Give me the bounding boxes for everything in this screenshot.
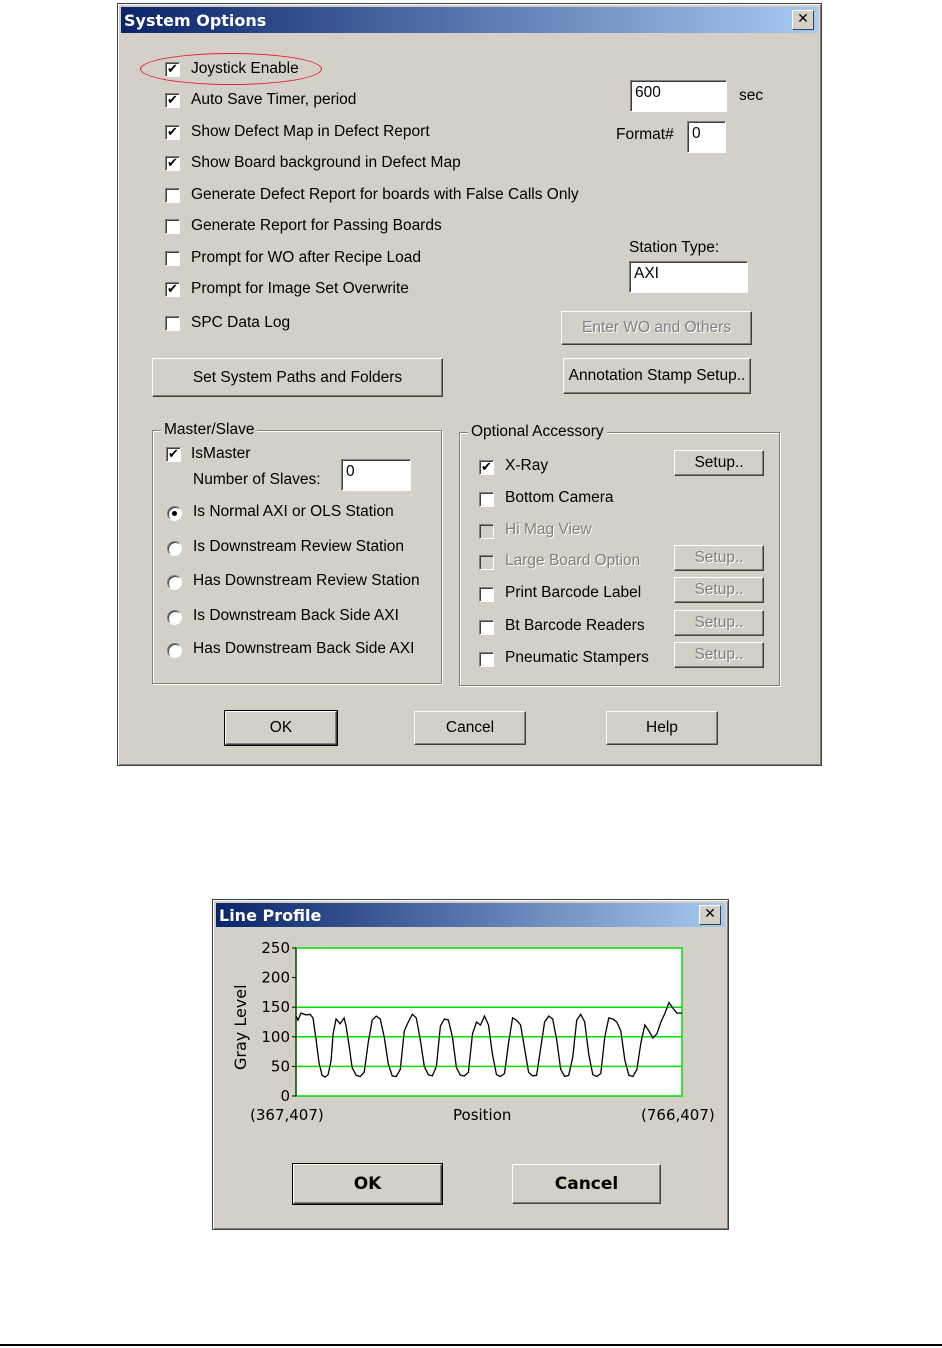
option-checkbox[interactable] xyxy=(165,251,180,266)
plot-area xyxy=(296,948,682,1096)
line-profile-title: Line Profile xyxy=(219,906,322,925)
y-tick-label: 200 xyxy=(261,968,290,987)
option-label: Prompt for Image Set Overwrite xyxy=(191,280,409,297)
y-tick-label: 150 xyxy=(261,998,290,1017)
format-label: Format# xyxy=(616,126,674,143)
y-tick-label: 0 xyxy=(280,1087,290,1105)
highlight-ellipse xyxy=(140,53,322,85)
accessory-setup-button[interactable]: Setup.. xyxy=(674,642,764,668)
num-slaves-input[interactable]: 0 xyxy=(341,459,411,491)
enter-wo-button[interactable]: Enter WO and Others xyxy=(561,311,752,345)
station-mode-label: Is Downstream Review Station xyxy=(193,538,405,555)
option-label: Prompt for WO after Recipe Load xyxy=(191,249,422,266)
option-label: Joystick Enable xyxy=(191,60,299,77)
line-profile-cancel-button[interactable]: Cancel xyxy=(512,1164,661,1204)
format-input[interactable]: 0 xyxy=(687,121,726,153)
option-checkbox[interactable]: ✔ xyxy=(165,156,180,171)
station-mode-label: Is Normal AXI or OLS Station xyxy=(193,503,394,520)
accessory-setup-button[interactable]: Setup.. xyxy=(674,577,764,603)
accessory-checkbox[interactable] xyxy=(479,492,494,507)
accessory-label: X-Ray xyxy=(505,457,549,474)
line-profile-dialog xyxy=(212,899,729,1230)
y-tick-label: 100 xyxy=(261,1027,290,1046)
station-type-label: Station Type: xyxy=(629,239,720,256)
option-label: Show Board background in Defect Map xyxy=(191,154,461,171)
line-profile-close-icon[interactable]: ✕ xyxy=(699,905,721,925)
station-mode-label: Has Downstream Review Station xyxy=(193,572,420,589)
line-profile-title-bar[interactable] xyxy=(216,903,725,927)
station-mode-radio[interactable] xyxy=(167,643,182,658)
accessory-label: Pneumatic Stampers xyxy=(505,649,649,666)
set-system-paths-button[interactable]: Set System Paths and Folders xyxy=(152,358,443,397)
option-checkbox[interactable]: ✔ xyxy=(165,125,180,140)
option-checkbox[interactable]: ✔ xyxy=(165,282,180,297)
master-slave-group xyxy=(152,421,442,684)
title-bar[interactable] xyxy=(121,7,818,33)
accessory-checkbox[interactable] xyxy=(479,587,494,602)
accessory-label: Large Board Option xyxy=(505,552,641,569)
station-type-input[interactable]: AXI xyxy=(629,261,748,293)
accessory-checkbox[interactable] xyxy=(479,555,494,570)
accessory-label: Print Barcode Label xyxy=(505,584,642,601)
option-checkbox[interactable] xyxy=(165,219,180,234)
line-profile-chart xyxy=(213,930,728,1170)
option-checkbox[interactable]: ✔ xyxy=(165,93,180,108)
option-checkbox[interactable] xyxy=(165,188,180,203)
accessory-setup-button[interactable]: Setup.. xyxy=(674,610,764,636)
y-tick-label: 50 xyxy=(270,1057,290,1076)
accessory-checkbox[interactable] xyxy=(479,524,494,539)
accessory-label: Hi Mag View xyxy=(505,521,592,538)
option-label: Show Defect Map in Defect Report xyxy=(191,123,430,140)
cancel-button[interactable]: Cancel xyxy=(414,711,526,745)
option-label: Auto Save Timer, period xyxy=(191,91,357,108)
auto-save-period-input[interactable]: 600 xyxy=(630,80,727,112)
station-mode-radio[interactable] xyxy=(167,506,182,521)
accessory-checkbox[interactable]: ✔ xyxy=(479,460,494,475)
master-slave-title: Master/Slave xyxy=(161,421,257,439)
num-slaves-label: Number of Slaves: xyxy=(193,471,321,488)
x-start-label: (367,407) xyxy=(250,1106,324,1124)
is-master-checkbox[interactable]: ✔ xyxy=(166,447,181,462)
accessory-setup-button[interactable]: Setup.. xyxy=(674,545,764,571)
annotation-stamp-setup-button[interactable]: Annotation Stamp Setup.. xyxy=(563,358,751,394)
optional-accessory-group xyxy=(459,423,780,686)
option-checkbox[interactable]: ✔ xyxy=(165,62,180,77)
station-mode-label: Is Downstream Back Side AXI xyxy=(193,607,399,624)
close-icon[interactable]: ✕ xyxy=(792,10,814,30)
page-footer-rule xyxy=(0,1344,942,1346)
accessory-checkbox[interactable] xyxy=(479,652,494,667)
option-label: SPC Data Log xyxy=(191,314,291,331)
station-mode-radio[interactable] xyxy=(167,541,182,556)
y-axis-label: Gray Level xyxy=(231,984,250,1070)
x-axis-label: Position xyxy=(453,1106,512,1124)
ok-button[interactable]: OK xyxy=(225,711,337,745)
dialog-title: System Options xyxy=(124,11,267,30)
help-button[interactable]: Help xyxy=(606,711,718,745)
timer-unit-label: sec xyxy=(739,87,764,104)
option-checkbox[interactable] xyxy=(165,316,180,331)
option-label: Generate Report for Passing Boards xyxy=(191,217,442,234)
x-end-label: (766,407) xyxy=(641,1106,715,1124)
accessory-checkbox[interactable] xyxy=(479,620,494,635)
accessory-label: Bottom Camera xyxy=(505,489,614,506)
is-master-label: IsMaster xyxy=(191,445,251,462)
station-mode-label: Has Downstream Back Side AXI xyxy=(193,640,415,657)
accessory-setup-button[interactable]: Setup.. xyxy=(674,450,764,476)
station-mode-radio[interactable] xyxy=(167,610,182,625)
system-options-dialog xyxy=(117,3,822,766)
accessory-label: Bt Barcode Readers xyxy=(505,617,645,634)
station-mode-radio[interactable] xyxy=(167,575,182,590)
line-profile-ok-button[interactable]: OK xyxy=(293,1164,442,1204)
option-label: Generate Defect Report for boards with False Calls Only xyxy=(191,186,579,203)
y-tick-label: 250 xyxy=(261,939,290,957)
optional-accessory-title: Optional Accessory xyxy=(468,423,607,441)
